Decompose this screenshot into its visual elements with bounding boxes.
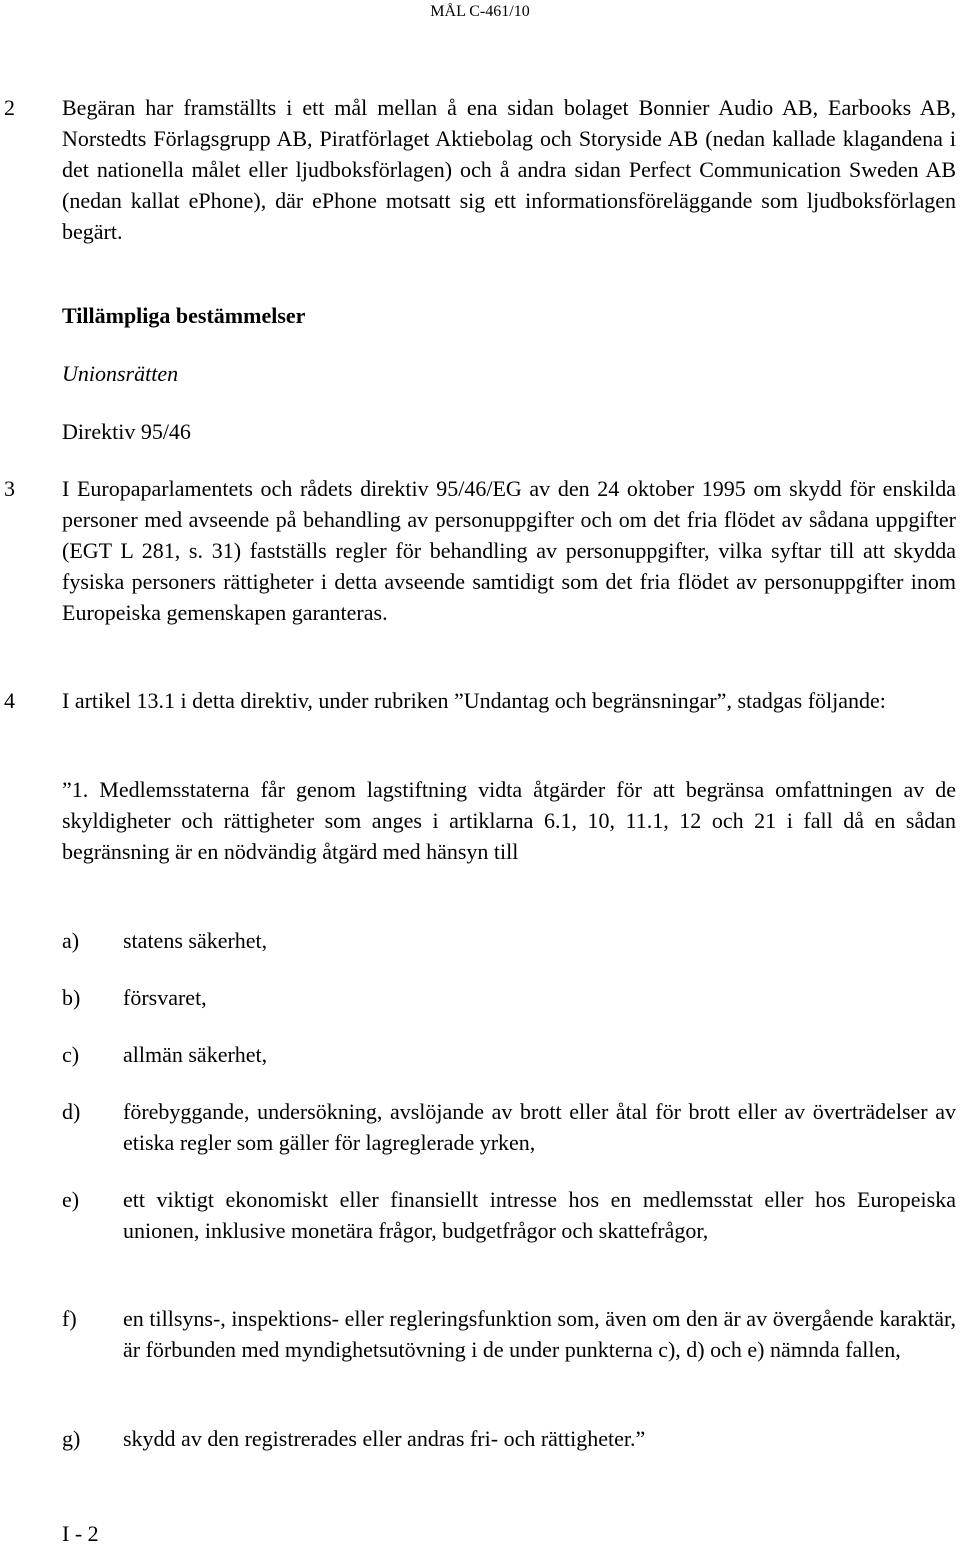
list-text: försvaret, bbox=[123, 985, 207, 1010]
list-item-c bbox=[0, 1039, 960, 1070]
paragraph-text: I artikel 13.1 i detta direktiv, under rubriken ”Undantag och begränsningar”, stadgas följande: bbox=[62, 688, 886, 713]
page-number: I - 2 bbox=[62, 1521, 99, 1546]
list-text: en tillsyns-, inspektions- eller regleringsfunktion som, även om den är av övergående karaktär, är förbunden med myndighetsutövning i de under punkterna c), d) och e) nämnda fallen, bbox=[123, 1306, 956, 1362]
paragraph-3 bbox=[0, 473, 960, 628]
paragraph-number: 2 bbox=[4, 95, 15, 120]
list-item-f bbox=[0, 1303, 960, 1365]
running-header: MÅL C-461/10 bbox=[430, 3, 530, 20]
list-item-b bbox=[0, 982, 960, 1013]
paragraph-number: 3 bbox=[4, 476, 15, 501]
paragraph-text: Begäran har framställts i ett mål mellan å ena sidan bolaget Bonnier Audio AB, Earbooks AB, Norstedts Förlagsgrupp AB, Piratförlaget Aktiebolag och Storyside AB (nedan kallade klagandena i det nationella målet eller ljudboksförlagen) och å andra sidan Perfect Communication Sweden AB (nedan kallat ePhone), där ePhone motsatt sig ett informationsföreläggande som ljudboksförlagen begärt. bbox=[62, 95, 956, 244]
section-heading: Tillämpliga bestämmelser bbox=[62, 303, 306, 328]
list-letter: d) bbox=[62, 1099, 81, 1124]
list-text: allmän säkerhet, bbox=[123, 1042, 268, 1067]
list-text: förebyggande, undersökning, avslöjande av brott eller åtal för brott eller av överträdelser av etiska regler som gäller för lagreglerade yrken, bbox=[123, 1099, 956, 1155]
article-quote: ”1. Medlemsstaterna får genom lagstiftning vidta åtgärder för att begränsa omfattningen av de skyldigheter och rättigheter som anges i artiklarna 6.1, 10, 11.1, 12 och 21 i fall då en sådan begränsning är en nödvändig åtgärd med hänsyn till bbox=[62, 777, 956, 864]
subsection-heading: Unionsrätten bbox=[62, 361, 179, 386]
list-item-d bbox=[0, 1096, 960, 1158]
list-item-a bbox=[0, 925, 960, 956]
list-letter: b) bbox=[62, 985, 81, 1010]
list-text: ett viktigt ekonomiskt eller finansiellt intresse hos en medlemsstat eller hos Europeiska unionen, inklusive monetära frågor, budgetfrågor och skattefrågor, bbox=[123, 1187, 956, 1243]
list-letter: a) bbox=[62, 928, 80, 953]
paragraph-number: 4 bbox=[4, 688, 15, 713]
paragraph-2 bbox=[0, 92, 960, 247]
paragraph-text: I Europaparlamentets och rådets direktiv 95/46/EG av den 24 oktober 1995 om skydd för enskilda personer med avseende på behandling av personuppgifter och om det fria flödet av sådana uppgifter (EGT L 281, s. 31) fastställs regler för behandling av personuppgifter, vilka syftar till att skydda fysiska personers rättigheter i detta avseende samtidigt som det fria flödet av personuppgifter inom Europeiska gemenskapen garanteras. bbox=[62, 476, 956, 625]
list-letter: g) bbox=[62, 1426, 81, 1451]
paragraph-4 bbox=[0, 685, 960, 716]
list-text: statens säkerhet, bbox=[123, 928, 268, 953]
list-letter: f) bbox=[62, 1306, 77, 1331]
subsubsection-heading: Direktiv 95/46 bbox=[62, 419, 191, 444]
list-text: skydd av den registrerades eller andras fri- och rättigheter.” bbox=[123, 1426, 646, 1451]
list-item-e bbox=[0, 1184, 960, 1246]
list-letter: c) bbox=[62, 1042, 80, 1067]
list-item-g bbox=[0, 1423, 960, 1454]
list-letter: e) bbox=[62, 1187, 80, 1212]
